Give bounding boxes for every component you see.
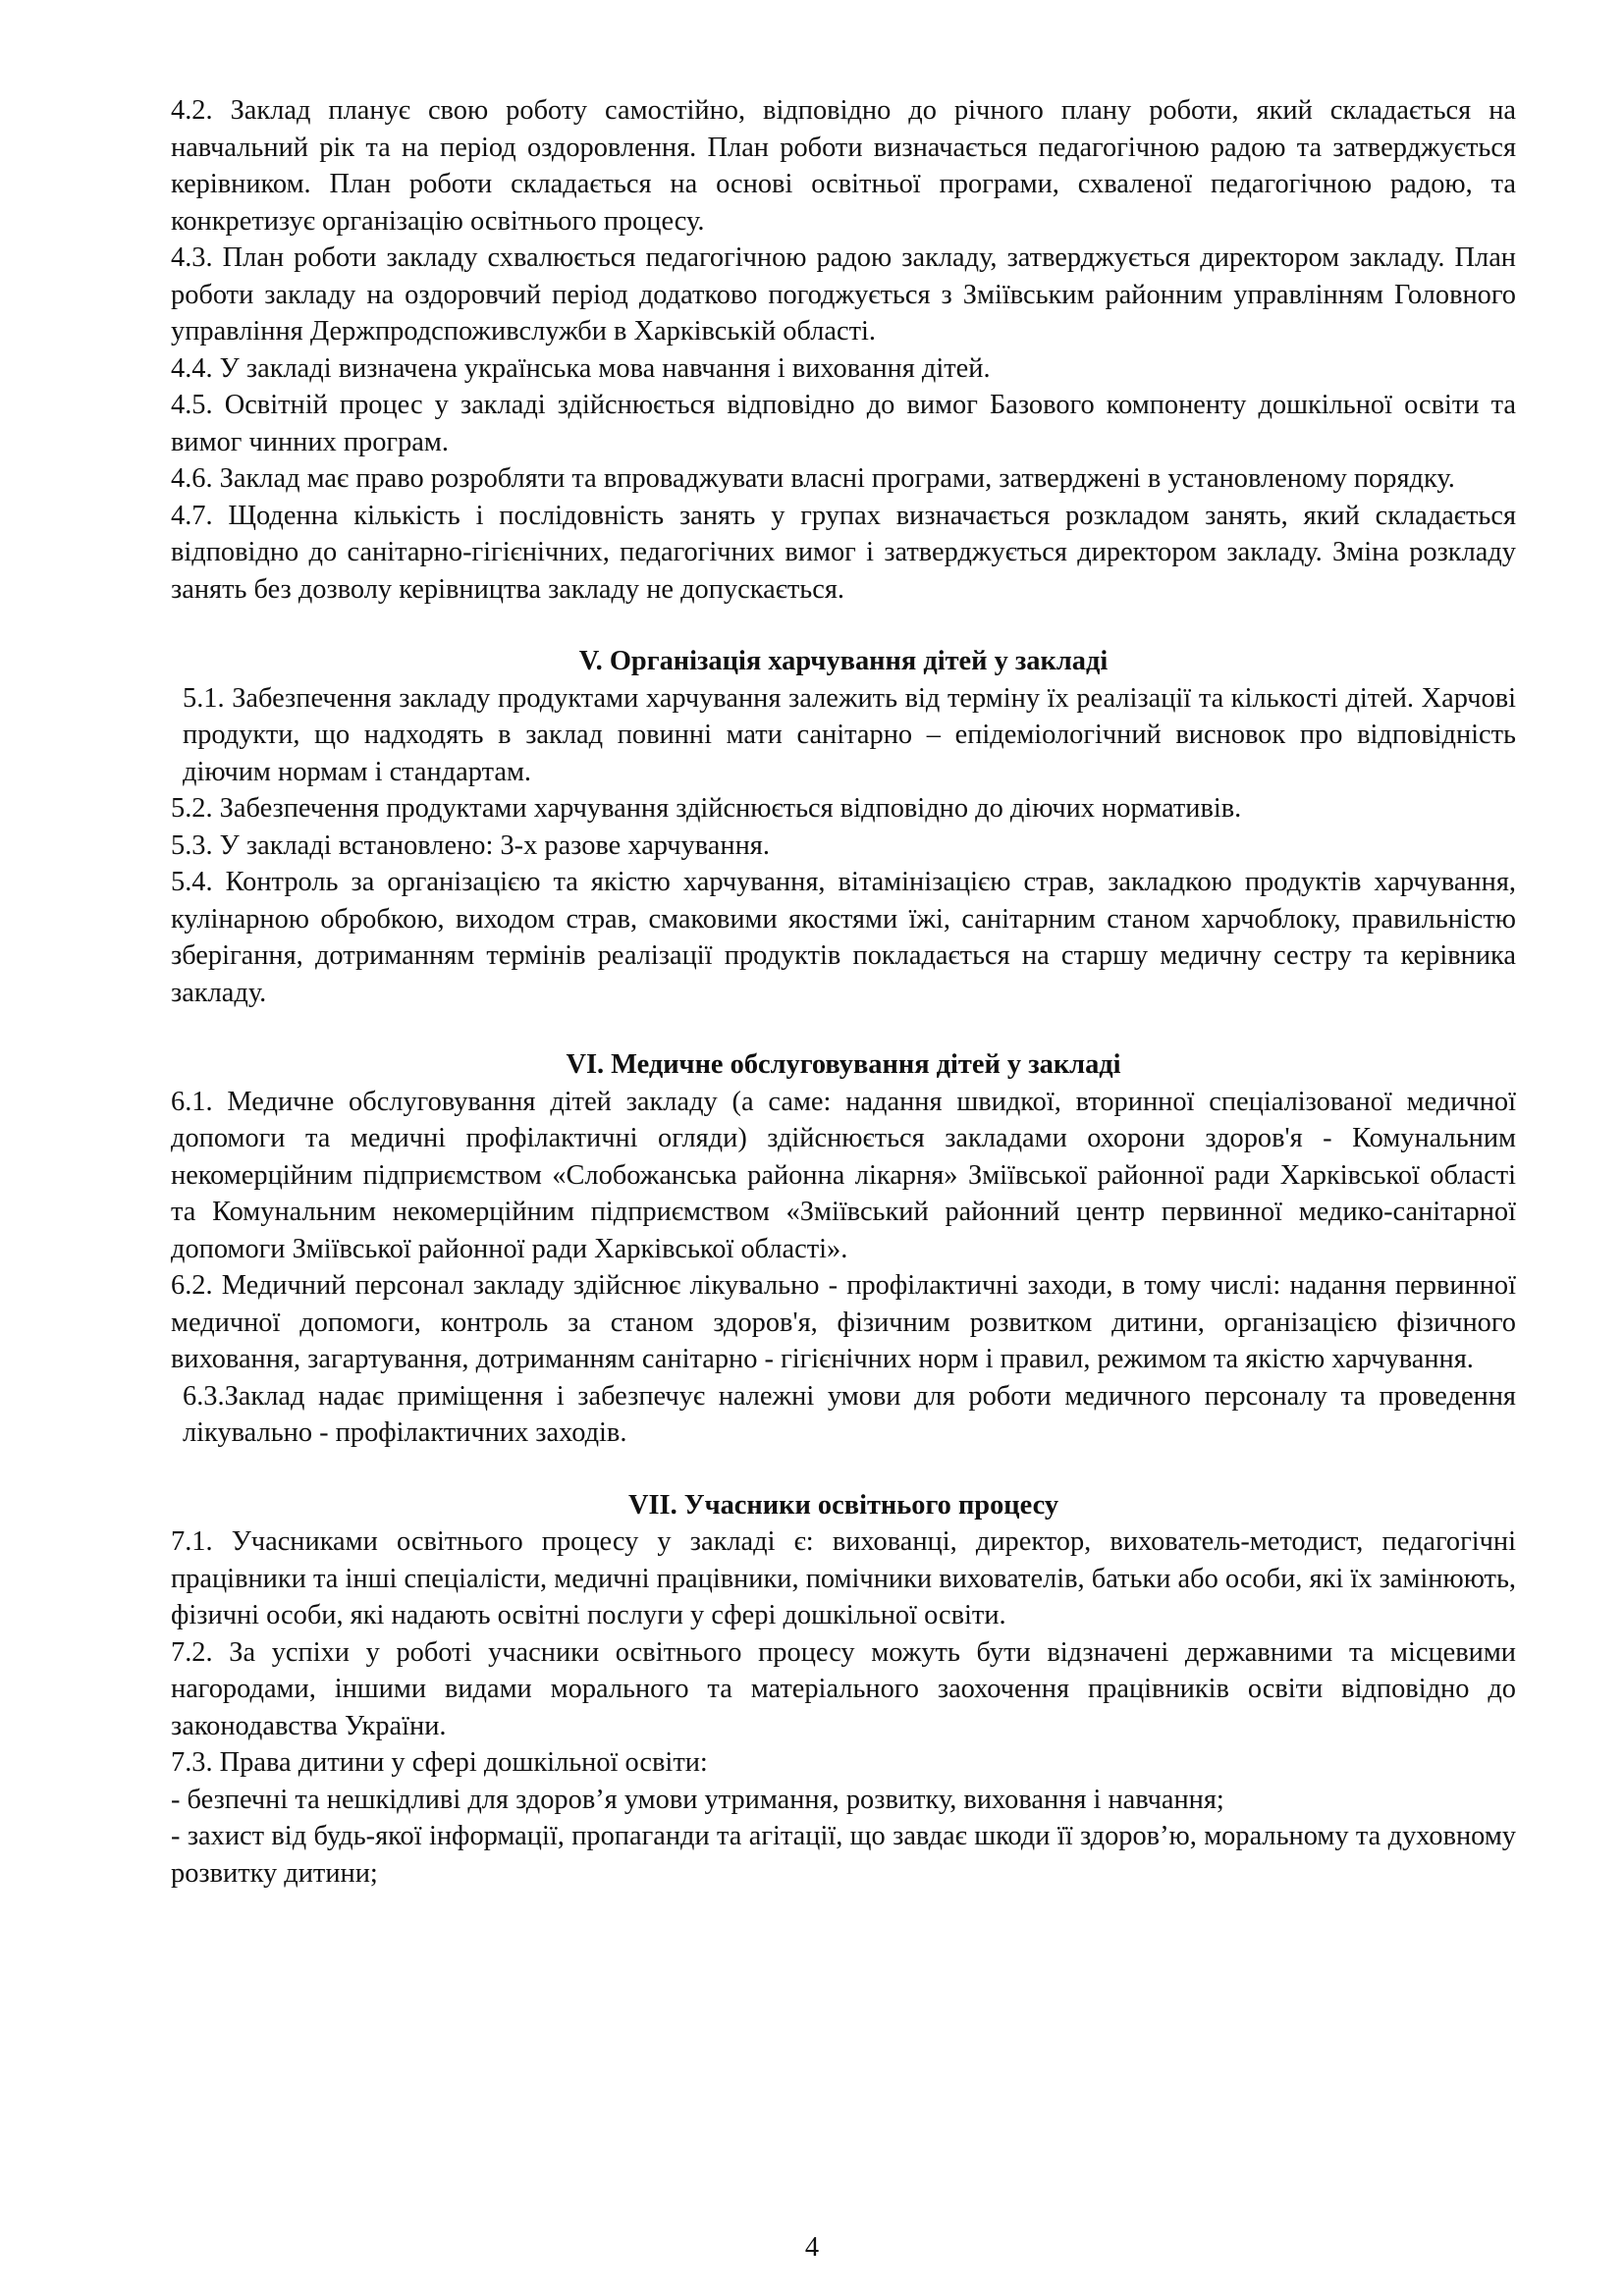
section-spacer xyxy=(171,608,1516,643)
list-item-info-protection: - захист від будь-якої інформації, пропаганди та агітації, що завдає шкоди її здоров’ю, моральному та духовному розвитку дитини; xyxy=(171,1821,1516,1889)
paragraph-4-2: 4.2. Заклад планує свою роботу самостійно, відповідно до річного плану роботи, який складається на навчальний рік та на період оздоровлення. План роботи визначається педагогічною радою та затверджується керівником. План роботи складається на основі освітньої програми, схваленої педагогічною радою, та конкретизує організацію освітнього процесу. xyxy=(171,95,1516,237)
section-heading-vii: VII. Учасники освітнього процесу xyxy=(627,1489,1059,1521)
paragraph-6-3: 6.3.Заклад надає приміщення і забезпечує належні умови для роботи медичного персоналу та проведення лікувально - профілактичних заходів. xyxy=(183,1380,1516,1448)
paragraph-5-3: 5.3. У закладі встановлено: 3-х разове харчування. xyxy=(171,829,770,861)
paragraph-4-5: 4.5. Освітній процес у закладі здійснюється відповідно до вимог Базового компоненту дошкільної освіти та вимог чинних програм. xyxy=(171,390,1516,457)
paragraph-5-2: 5.2. Забезпечення продуктами харчування здійснюється відповідно до діючих нормативів. xyxy=(171,793,1242,824)
list-item-safe-conditions: - безпечні та нешкідливі для здоров’я умови утримання, розвитку, виховання і навчання; xyxy=(171,1784,1224,1815)
paragraph-4-6: 4.6. Заклад має право розробляти та впроваджувати власні програми, затверджені в установленому порядку. xyxy=(171,463,1455,494)
document-page xyxy=(171,92,1516,1892)
section-heading-vi: VI. Медичне обслуговування дітей у закладі xyxy=(566,1049,1121,1080)
paragraph-4-4: 4.4. У закладі визначена українська мова навчання і виховання дітей. xyxy=(171,352,991,384)
paragraph-6-2: 6.2. Медичний персонал закладу здійснює лікувально - профілактичні заходи, в тому числі: надання первинної медичної допомоги, контроль за станом здоров'я, фізичним розвитком дитини, організацією фізичного виховання, загартування, дотриманням санітарно - гігієнічних норм і правил, режимом та якістю харчування. xyxy=(171,1270,1516,1374)
section-heading-v: V. Організація харчування дітей у закладі xyxy=(578,646,1109,676)
paragraph-4-7: 4.7. Щоденна кількість і послідовність занять у групах визначається розкладом занять, який складається відповідно до санітарно-гігієнічних, педагогічних вимог і затверджується директором закладу. Зміна розкладу занять без дозволу керівництва закладу не допускається. xyxy=(171,500,1516,605)
paragraph-7-3: 7.3. Права дитини у сфері дошкільної освіти: xyxy=(171,1747,708,1778)
section-spacer xyxy=(171,1452,1516,1487)
paragraph-7-2: 7.2. За успіхи у роботі учасники освітнього процесу можуть бути відзначені державними та місцевими нагородами, іншими видами морального та матеріального заохочення працівників освіти відповідно до законодавства України. xyxy=(171,1636,1516,1741)
paragraph-7-1: 7.1. Учасниками освітнього процесу у закладі є: вихованці, директор, вихователь-методист, педагогічні працівники та інші спеціалісти, медичні працівники, помічники вихователів, батьки або особи, які їх замінюють, фізичні особи, які надають освітні послуги у сфері дошкільної освіти. xyxy=(171,1526,1516,1630)
paragraph-5-1: 5.1. Забезпечення закладу продуктами харчування залежить від терміну їх реалізації та кількості дітей. Харчові продукти, що надходять в заклад повинні мати санітарно – епідеміологічний висновок про відповідність діючим нормам і стандартам. xyxy=(183,682,1516,787)
page-number: 4 xyxy=(804,2232,820,2263)
paragraph-6-1: 6.1. Медичне обслуговування дітей закладу (а саме: надання швидкої, вторинної спеціалізованої медичної допомоги та медичні профілактичні огляди) здійснюється закладами охорони здоров'я - Комунальним некомерційним підприємством «Слобожанська районна лікарня» Зміївської районної ради Харківської області та Комунальним некомерційним підприємством «Зміївський районний центр первинної медико-санітарної допомоги Зміївської районної ради Харківської області». xyxy=(171,1086,1516,1264)
section-spacer xyxy=(171,1011,1516,1046)
paragraph-5-4: 5.4. Контроль за організацією та якістю харчування, вітамінізацією страв, закладкою продуктів харчування, кулінарною обробкою, виходом страв, смаковими якостями їжі, санітарним станом харчоблоку, правильністю зберігання, дотриманням термінів реалізації продуктів покладається на старшу медичну сестру та керівника закладу. xyxy=(171,867,1516,1008)
paragraph-4-3: 4.3. План роботи закладу схвалюється педагогічною радою закладу, затверджується директором закладу. План роботи закладу на оздоровчий період додатково погоджується з Зміївським районним управлінням Головного управління Держпродспоживслужби в Харківській області. xyxy=(171,242,1516,347)
